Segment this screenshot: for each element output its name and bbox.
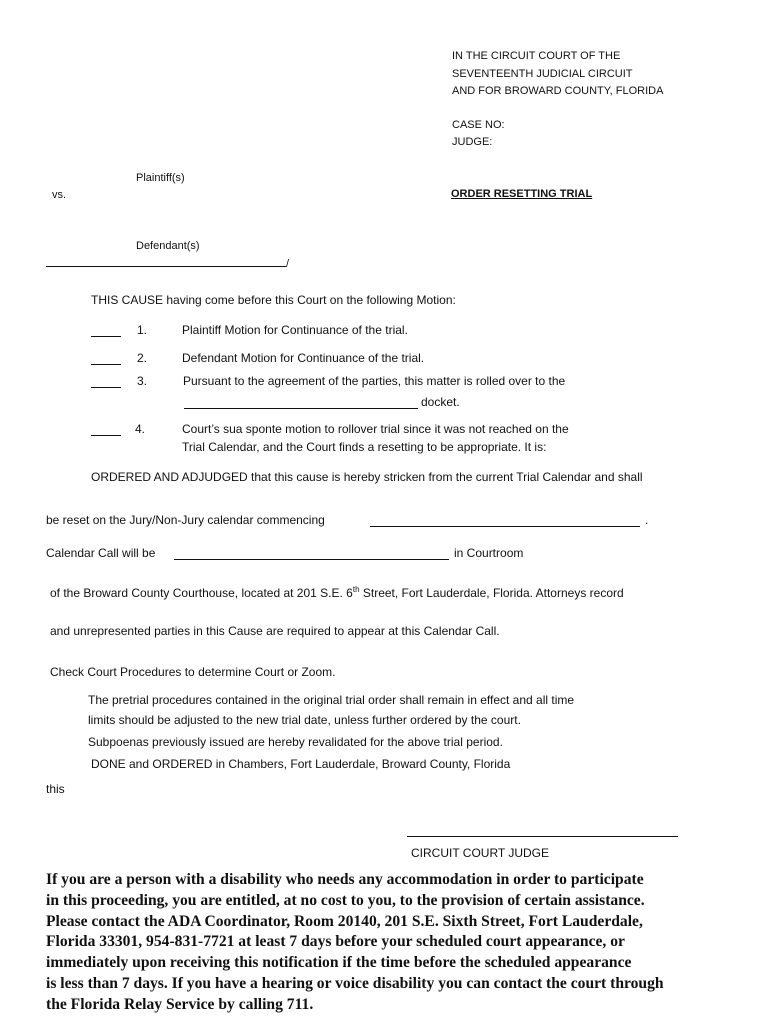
reset-date-blank[interactable] bbox=[370, 526, 640, 527]
motion-2-checkbox-line[interactable] bbox=[91, 364, 121, 365]
caption-end-mark: / bbox=[286, 258, 290, 270]
judge-label: JUDGE: bbox=[452, 136, 493, 148]
signature-label: CIRCUIT COURT JUDGE bbox=[411, 846, 550, 860]
calendar-call-text: Calendar Call will be bbox=[46, 546, 156, 560]
docket-blank-line[interactable] bbox=[184, 408, 418, 409]
motion-2-text: Defendant Motion for Continuance of the trial. bbox=[182, 351, 425, 365]
ada-notice-line: immediately upon receiving this notification if the time before the scheduled appearance bbox=[46, 954, 632, 972]
courthouse-text-before: of the Broward County Courthouse, located at 201 S.E. 6 bbox=[50, 586, 353, 600]
reset-text: be reset on the Jury/Non-Jury calendar commencing bbox=[46, 513, 325, 527]
motion-3-text: Pursuant to the agreement of the parties, this matter is rolled over to the bbox=[183, 374, 566, 388]
motion-4-checkbox-line[interactable] bbox=[91, 435, 121, 436]
motion-3-checkbox-line[interactable] bbox=[91, 387, 121, 388]
motion-1-text: Plaintiff Motion for Continuance of the trial. bbox=[182, 323, 408, 337]
vs-label: vs. bbox=[52, 189, 67, 201]
ada-notice-line: Please contact the ADA Coordinator, Room 20140, 201 S.E. Sixth Street, Fort Lauderdale, bbox=[46, 912, 643, 930]
appear-text: and unrepresented parties in this Cause are required to appear at this Calendar Call. bbox=[50, 624, 500, 638]
ada-notice-line: in this proceeding, you are entitled, at no cost to you, to the provision of certain assistance. bbox=[46, 891, 645, 909]
courtroom-text: in Courtroom bbox=[454, 546, 524, 560]
document-title: ORDER RESETTING TRIAL bbox=[451, 188, 593, 200]
ada-notice-line: is less than 7 days. If you have a hearing or voice disability you can contact the court through bbox=[46, 974, 664, 992]
subpoenas-text: Subpoenas previously issued are hereby revalidated for the above trial period. bbox=[88, 735, 503, 749]
intro-text: THIS CAUSE having come before this Court on the following Motion: bbox=[91, 293, 456, 307]
ada-notice-line: Florida 33301, 954-831-7721 at least 7 days before your scheduled court appearance, or bbox=[46, 933, 625, 951]
courthouse-text bbox=[50, 585, 624, 601]
courthouse-sup: th bbox=[352, 585, 360, 594]
court-line-2: SEVENTEENTH JUDICIAL CIRCUIT bbox=[452, 68, 633, 80]
this-label: this bbox=[46, 782, 65, 796]
done-text: DONE and ORDERED in Chambers, Fort Lauderdale, Broward County, Florida bbox=[91, 757, 511, 771]
calendar-call-blank[interactable] bbox=[174, 559, 449, 560]
pretrial-text-2: limits should be adjusted to the new trial date, unless further ordered by the court. bbox=[88, 713, 521, 727]
motion-2-number: 2. bbox=[137, 351, 148, 365]
motion-1-number: 1. bbox=[137, 323, 148, 337]
court-line-3: AND FOR BROWARD COUNTY, FLORIDA bbox=[452, 85, 664, 97]
signature-line[interactable] bbox=[407, 836, 678, 837]
ada-notice-line: If you are a person with a disability who needs any accommodation in order to participate bbox=[46, 871, 644, 888]
case-no-label: CASE NO: bbox=[452, 119, 505, 131]
motion-4-text-2: Trial Calendar, and the Court finds a resetting to be appropriate. It is: bbox=[182, 440, 547, 454]
motion-4-text: Court’s sua sponte motion to rollover trial since it was not reached on the bbox=[182, 422, 569, 436]
reset-period: . bbox=[645, 513, 649, 527]
caption-rule bbox=[46, 266, 286, 267]
court-line-1: IN THE CIRCUIT COURT OF THE bbox=[452, 50, 621, 62]
plaintiff-label: Plaintiff(s) bbox=[136, 172, 185, 184]
motion-4-number: 4. bbox=[135, 422, 146, 436]
procedures-text: Check Court Procedures to determine Court or Zoom. bbox=[50, 665, 336, 679]
ada-notice-line: the Florida Relay Service by calling 711. bbox=[46, 995, 314, 1013]
motion-3-text-2: docket. bbox=[421, 395, 460, 409]
motion-3-number: 3. bbox=[137, 374, 148, 388]
courthouse-text-after: Street, Fort Lauderdale, Florida. Attorneys record bbox=[359, 586, 624, 600]
ada-notice bbox=[46, 870, 756, 1016]
defendant-label: Defendant(s) bbox=[136, 240, 200, 252]
motion-1-checkbox-line[interactable] bbox=[91, 336, 121, 337]
ordered-text: ORDERED AND ADJUDGED that this cause is hereby stricken from the current Trial Calendar and shall bbox=[91, 470, 643, 484]
pretrial-text-1: The pretrial procedures contained in the original trial order shall remain in effect and all time bbox=[88, 693, 575, 707]
